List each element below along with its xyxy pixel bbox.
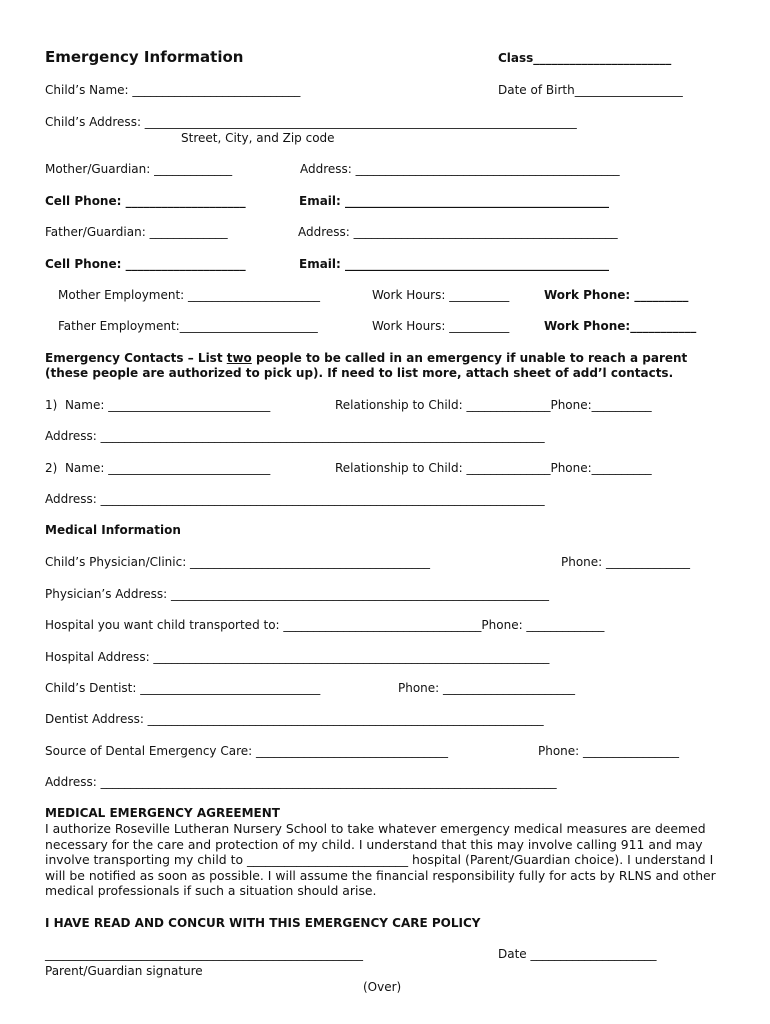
father-work-hours-field[interactable]: Work Hours: __________	[372, 319, 510, 333]
dentist-field[interactable]: Child’s Dentist: ______________________________	[45, 681, 321, 695]
contact-1-relationship-phone-field[interactable]: Relationship to Child: ______________Phone:__________	[335, 398, 652, 412]
contact-2-relationship-phone-field[interactable]: Relationship to Child: ______________Phone:__________	[335, 461, 652, 475]
father-address-field[interactable]: Address: ____________________________________________	[298, 225, 618, 239]
dentist-phone-field[interactable]: Phone: ______________________	[398, 681, 576, 695]
mother-email-field[interactable]: Email: ____________________________________________	[299, 194, 610, 208]
child-address-field[interactable]: Child’s Address: ________________________________________________________________________	[45, 115, 577, 129]
contact-1-address-field[interactable]: Address: __________________________________________________________________________	[45, 429, 545, 443]
concur-statement: I HAVE READ AND CONCUR WITH THIS EMERGENCY CARE POLICY	[45, 916, 481, 930]
signature-line[interactable]: _____________________________________________________	[45, 947, 363, 961]
mother-work-hours-field[interactable]: Work Hours: __________	[372, 288, 510, 302]
ec-two: two	[226, 351, 252, 365]
date-field[interactable]: Date _____________________	[498, 947, 657, 961]
medical-information-heading: Medical Information	[45, 523, 181, 537]
over-note: (Over)	[363, 980, 402, 994]
father-cell-phone-field[interactable]: Cell Phone: ____________________	[45, 257, 246, 271]
dental-emergency-address-field[interactable]: Address: ____________________________________________________________________________	[45, 775, 557, 789]
signature-label: Parent/Guardian signature	[45, 964, 203, 978]
dentist-address-field[interactable]: Dentist Address: __________________________________________________________________	[45, 712, 544, 726]
emergency-contacts-heading	[45, 351, 687, 366]
contact-2-name-field[interactable]: 2) Name: ___________________________	[45, 461, 271, 475]
mother-guardian-field[interactable]: Mother/Guardian: _____________	[45, 162, 233, 176]
ec-prefix: Emergency Contacts – List	[45, 351, 227, 365]
hospital-field[interactable]: Hospital you want child transported to: _________________________________Phone: _____________	[45, 618, 605, 632]
child-name-field[interactable]: Child’s Name: ____________________________	[45, 83, 301, 97]
mother-address-field[interactable]: Address: ____________________________________________	[300, 162, 620, 176]
mother-work-phone-field[interactable]: Work Phone: _________	[544, 288, 689, 302]
hospital-address-field[interactable]: Hospital Address: __________________________________________________________________	[45, 650, 550, 664]
agreement-heading: MEDICAL EMERGENCY AGREEMENT	[45, 806, 280, 820]
physician-phone-field[interactable]: Phone: ______________	[561, 555, 691, 569]
contact-2-address-field[interactable]: Address: __________________________________________________________________________	[45, 492, 545, 506]
ec-suffix: people to be called in an emergency if unable to reach a parent	[251, 351, 688, 365]
form-title: Emergency Information	[45, 48, 244, 66]
father-email-field[interactable]: Email: ____________________________________________	[299, 257, 610, 271]
agreement-text: I authorize Roseville Lutheran Nursery School to take whatever emergency medical measures are deemed necessary for the care and protection of my child. I understand that this may involve calling 911 and may involve transporting my child to __________________________ hospital (Parent/Guardian choice). I understand I will be notified as soon as possible. I will assume the financial responsibility fully for acts by RLNS and other medical professionals if such a situation should arise.	[45, 821, 716, 898]
address-hint: Street, City, and Zip code	[181, 131, 335, 145]
dental-emergency-source-field[interactable]: Source of Dental Emergency Care: ________________________________	[45, 744, 448, 758]
date-of-birth-field[interactable]: Date of Birth__________________	[498, 83, 683, 97]
father-employment-field[interactable]: Father Employment:_______________________	[58, 319, 318, 333]
father-guardian-field[interactable]: Father/Guardian: _____________	[45, 225, 228, 239]
contact-1-name-field[interactable]: 1) Name: ___________________________	[45, 398, 271, 412]
physician-field[interactable]: Child’s Physician/Clinic: ________________________________________	[45, 555, 431, 569]
father-work-phone-field[interactable]: Work Phone:___________	[544, 319, 697, 333]
mother-cell-phone-field[interactable]: Cell Phone: ____________________	[45, 194, 246, 208]
physician-address-field[interactable]: Physician’s Address: _______________________________________________________________	[45, 587, 549, 601]
class-field[interactable]: Class_______________________	[498, 51, 672, 65]
emergency-contacts-note: (these people are authorized to pick up). If need to list more, attach sheet of add’l contacts.	[45, 366, 674, 380]
mother-employment-field[interactable]: Mother Employment: ______________________	[58, 288, 321, 302]
dental-emergency-phone-field[interactable]: Phone: ________________	[538, 744, 680, 758]
